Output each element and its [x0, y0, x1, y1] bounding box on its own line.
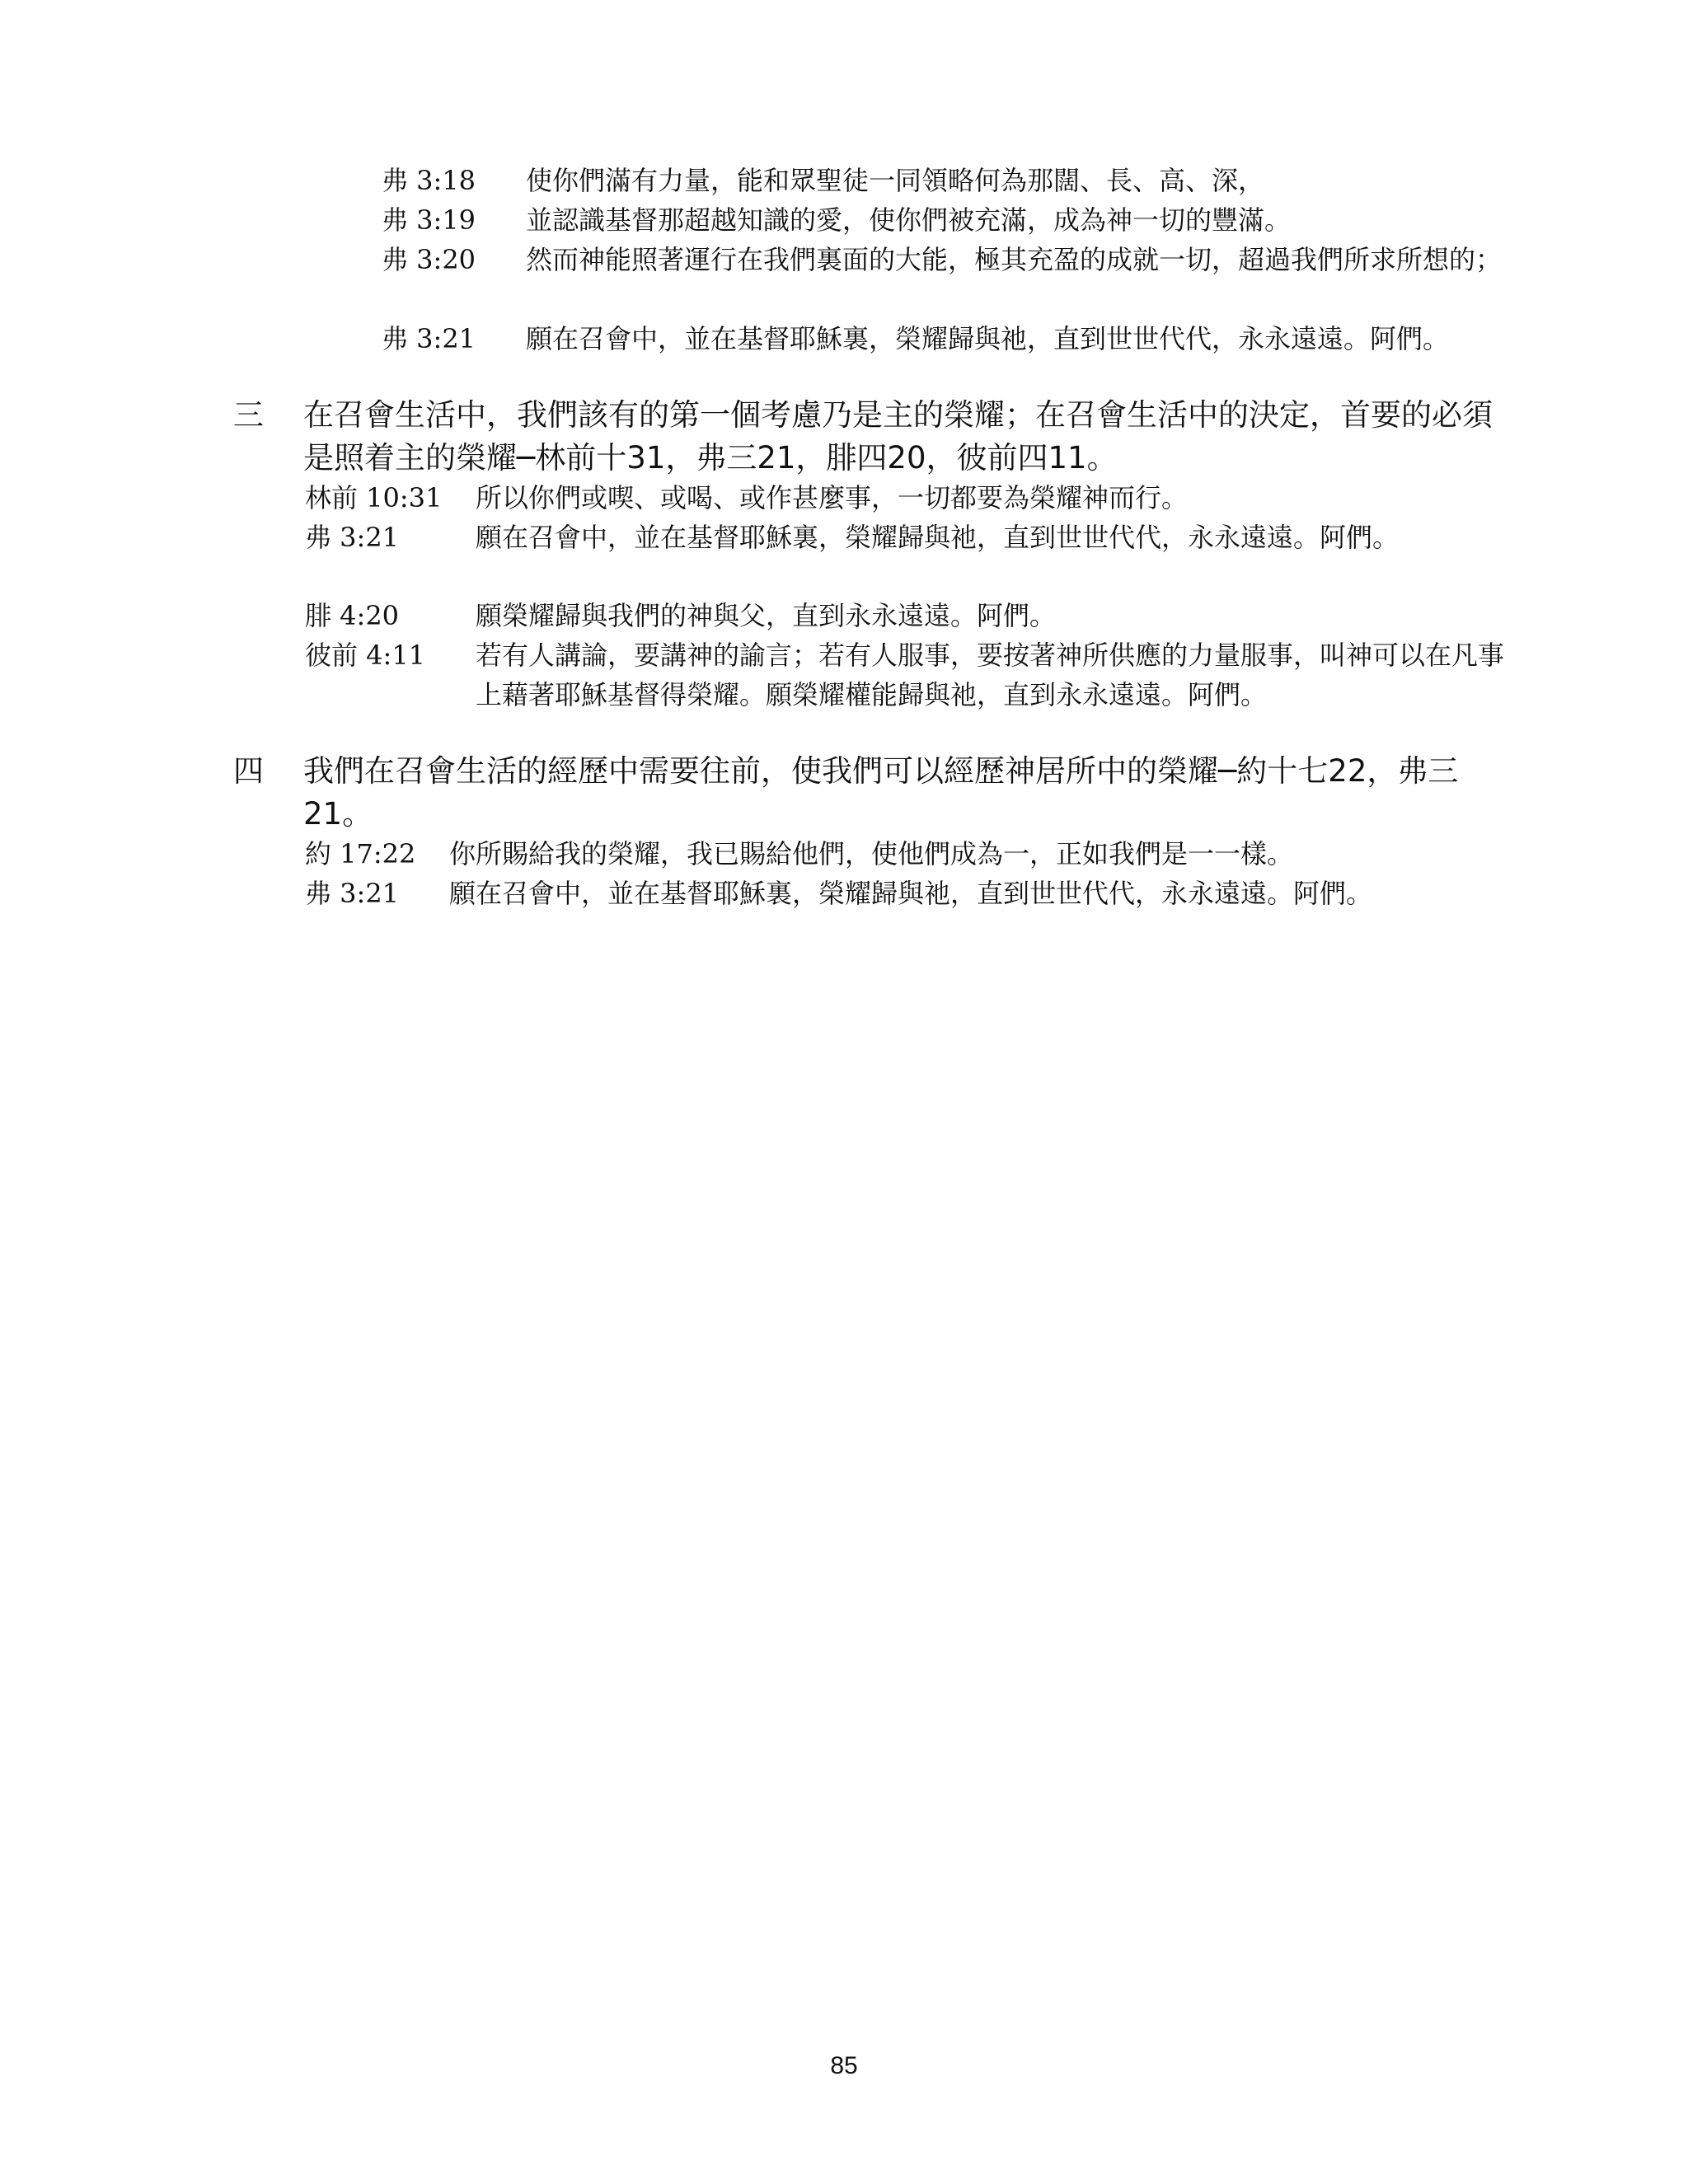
verse-ref: 腓 4:20 [305, 600, 400, 631]
verse-ref: 弗 3:20 [382, 244, 476, 275]
verse-text: 所以你們或喫、或喝、或作甚麼事，一切都要為榮耀神而行。 [476, 482, 1189, 513]
point-text: 我們在召會生活的經歷中需要往前，使我們可以經歷神居所中的榮耀─約十七22，弗三21。 [303, 753, 1459, 832]
verse-ref: 弗 3:21 [382, 323, 476, 354]
verse-ref: 弗 3:18 [382, 165, 476, 196]
verse-text: 使你們滿有力量，能和眾聖徒一同領略何為那闊、長、高、深， [526, 165, 1265, 196]
point-text: 在召會生活中，我們該有的第一個考慮乃是主的榮耀；在召會生活中的決定，首要的必須是照着主的榮耀─林前十31，弗三21，腓四20，彼前四11。 [303, 397, 1493, 476]
verse-text: 願在召會中，並在基督耶穌裏，榮耀歸與祂，直到世世代代，永永遠遠。阿們。 [476, 522, 1400, 553]
verse-ref: 弗 3:19 [382, 204, 476, 236]
verse-text: 願在召會中，並在基督耶穌裏，榮耀歸與祂，直到世世代代，永永遠遠。阿們。 [526, 323, 1450, 354]
point-number: 三 [233, 397, 264, 433]
verse-ref: 弗 3:21 [305, 522, 400, 553]
verse-text: 然而神能照著運行在我們裏面的大能，極其充盈的成就一切，超過我們所求所想的； [526, 244, 1503, 275]
point-number: 四 [233, 753, 264, 789]
page-number: 85 [830, 2052, 858, 2079]
verse-text: 願榮耀歸與我們的神與父，直到永永遠遠。阿們。 [476, 600, 1057, 631]
verse-text: 並認識基督那超越知識的愛，使你們被充滿，成為神一切的豐滿。 [526, 204, 1292, 236]
verse-text: 若有人講論，要講神的諭言；若有人服事，要按著神所供應的力量服事，叫神可以在凡事上藉著耶穌基督得榮耀。願榮耀權能歸與祂，直到永永遠遠。阿們。 [476, 640, 1505, 710]
verse-ref: 林前 10:31 [305, 482, 443, 513]
verse-text: 願在召會中，並在基督耶穌裏，榮耀歸與祂，直到世世代代，永永遠遠。阿們。 [449, 878, 1373, 909]
verse-text: 你所賜給我的榮耀，我已賜給他們，使他們成為一，正如我們是一一樣。 [449, 838, 1294, 869]
verse-ref: 彼前 4:11 [305, 640, 426, 671]
verse-ref: 弗 3:21 [305, 878, 400, 909]
verse-ref: 約 17:22 [305, 838, 416, 869]
